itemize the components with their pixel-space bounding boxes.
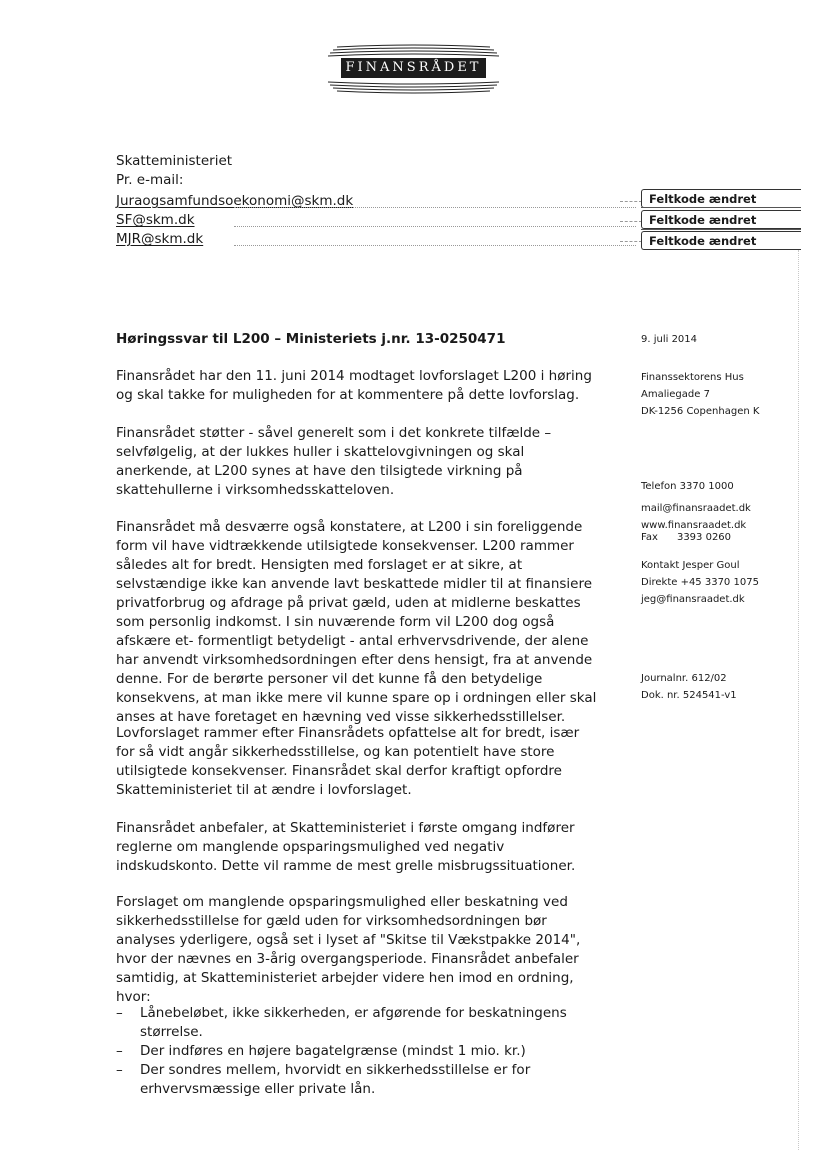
address-line: Finanssektorens Hus <box>641 372 744 383</box>
comment-connector <box>620 241 642 242</box>
track-change-balloon[interactable]: Feltkode ændret <box>641 231 801 250</box>
list-item: – Lånebeløbet, ikke sikkerheden, er afgørende for beskatningens størrelse. <box>116 1004 600 1042</box>
body-paragraph: Finansrådet har den 11. juni 2014 modtaget lovforslaget L200 i høring og skal takke for muligheden for at kommentere på dette lovforslag. <box>116 368 592 403</box>
sender-web <box>641 500 751 534</box>
body-paragraph: Finansrådet støtter - såvel generelt som i det konkrete tilfælde – selvfølgelig, at der lukkes huller i skattelovgivningen og skal anerkende, at L200 synes at have den tilsigtede virkning på skattehullerne i virksomhedsskatteloven. <box>116 425 552 498</box>
body-paragraph: Lovforslaget rammer efter Finansrådets opfattelse alt for bredt, især for så vidt angår sikkerhedsstillelse, og kan potentielt have store utilsigtede konsekvenser. Finansrådet skal derfor kraftigt opfordre Skatteministeriet til at ændre i lovforslaget. <box>116 725 580 798</box>
markup-margin-line <box>798 250 799 1150</box>
email-row <box>116 228 636 248</box>
logo-wordmark: FINANSRÅDET <box>341 58 486 78</box>
email-link[interactable]: Juraogsamfundsoekonomi@skm.dk <box>116 193 354 209</box>
journal-number: Journalnr. 612/02 <box>641 673 727 684</box>
list-item: – Der indføres en højere bagatelgrænse (mindst 1 mio. kr.) <box>116 1042 600 1061</box>
finansraadet-logo <box>327 44 500 94</box>
track-change-balloon[interactable]: Feltkode ændret <box>641 210 801 229</box>
dotted-leader <box>234 226 636 227</box>
recipient-name: Skatteministeriet <box>116 153 233 169</box>
email-address[interactable]: mail@finansraadet.dk <box>641 503 751 514</box>
comment-connector <box>620 221 642 222</box>
body-paragraph: Forslaget om manglende opsparingsmulighed eller beskatning ved sikkerhedsstillelse for gæld uden for virksomhedsordningen bør analyses yderligere, også set i lyset af "Skitse til Vækstpakke 2014", hvor der nævnes en 3-årig overgangsperiode. Finansrådet anbefaler samtidig, at Skatteministeriet arbejder videre hen imod en ordning, hvor: <box>116 894 581 1005</box>
website-address[interactable]: www.finansraadet.dk <box>641 520 747 531</box>
email-link[interactable]: SF@skm.dk <box>116 212 195 228</box>
balloon-rule <box>641 229 801 230</box>
email-row <box>116 190 636 210</box>
comment-connector <box>620 201 642 202</box>
sender-address <box>641 369 759 420</box>
letter-subject: Høringssvar til L200 – Ministeriets j.nr. 13-0250471 <box>116 331 506 347</box>
email-row <box>116 209 636 229</box>
phone-line: Telefon 3370 1000 <box>641 481 734 492</box>
contact-name: Kontakt Jesper Goul <box>641 560 740 571</box>
balloon-rule <box>641 207 801 208</box>
address-line: DK-1256 Copenhagen K <box>641 406 760 417</box>
address-line: Amaliegade 7 <box>641 389 710 400</box>
reference-block <box>641 670 737 704</box>
contact-email[interactable]: jeg@finansraadet.dk <box>641 594 745 605</box>
contact-direct-phone: Direkte +45 3370 1075 <box>641 577 759 588</box>
dotted-leader <box>234 245 636 246</box>
list-item: – Der sondres mellem, hvorvidt en sikkerhedsstillelse er for erhvervsmæssige eller private lån. <box>116 1061 600 1099</box>
dotted-leader <box>234 207 636 208</box>
letter-date: 9. juli 2014 <box>641 334 698 345</box>
contact-block <box>641 557 759 608</box>
fax-line: Fax 3393 0260 <box>641 532 732 543</box>
recommendation-list <box>116 1004 600 1099</box>
body-paragraph: Finansrådet anbefaler, at Skatteministeriet i første omgang indfører reglerne om manglende opsparingsmulighed ved negativ indskudskonto. Dette vil ramme de mest grelle misbrugssituationer. <box>116 820 576 874</box>
email-link[interactable]: MJR@skm.dk <box>116 231 204 247</box>
track-change-balloon[interactable]: Feltkode ændret <box>641 189 801 208</box>
body-paragraph: Finansrådet må desværre også konstatere, at L200 i sin foreliggende form vil have vidtrækkende utilsigtede konsekvenser. L200 rammer således alt for bredt. Hensigten med forslaget er at sikre, at selvstændige ikke kan anvende lavt beskattede midler til at finansiere privatforbrug og afdrage på privat gæld, uden at midlerne beskattes som personlig indkomst. I sin nuværende form vil L200 dog også afskære et- formentligt betydeligt - antal erhvervsdrivende, der alene har anvendt virksomhedsordningen efter dens hensigt, fra at anvende denne. For de berørte personer vil det kunne få den betydelige konsekvens, at man ikke mere vil kunne spare op i ordningen eller skal anses at have foretaget en hævning ved visse sikkerhedsstillelser. <box>116 519 597 725</box>
document-number: Dok. nr. 524541-v1 <box>641 690 737 701</box>
recipient-via: Pr. e-mail: <box>116 172 184 188</box>
